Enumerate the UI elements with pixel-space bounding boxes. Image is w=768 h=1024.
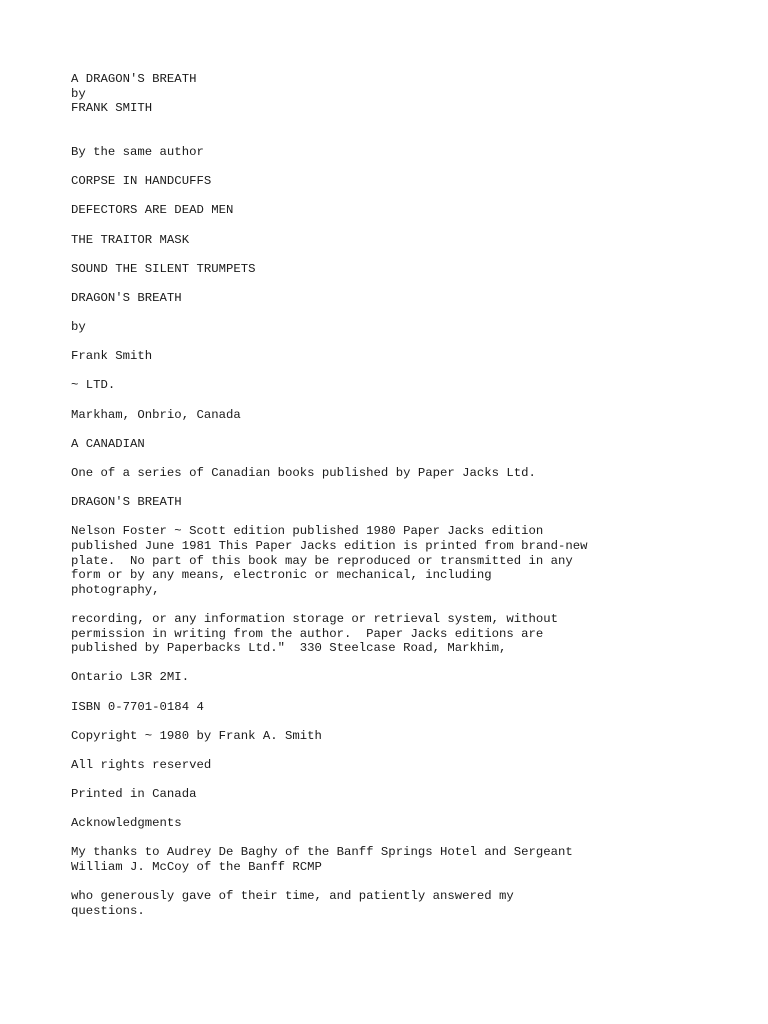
copyright-notice: Copyright ~ 1980 by Frank A. Smith bbox=[71, 728, 322, 743]
book-list-item: DEFECTORS ARE DEAD MEN bbox=[71, 203, 234, 218]
edition-text-line: published June 1981 This Paper Jacks edition is printed from brand-new bbox=[71, 539, 588, 553]
book-list-item: CORPSE IN HANDCUFFS bbox=[71, 174, 212, 189]
printed-in: Printed in Canada bbox=[71, 787, 197, 802]
copyright-page-title: DRAGON'S BREATH bbox=[71, 495, 182, 510]
rights-text-line: permission in writing from the author. Paper Jacks editions are bbox=[71, 626, 544, 641]
series-note: One of a series of Canadian books published by Paper Jacks Ltd. bbox=[71, 466, 536, 481]
edition-text-line: plate. No part of this book may be reproduced or transmitted in any bbox=[71, 553, 573, 568]
edition-text-line: Nelson Foster ~ Scott edition published 1980 Paper Jacks edition bbox=[71, 524, 544, 539]
edition-text-line: photography, bbox=[71, 582, 160, 597]
isbn: ISBN 0-7701-0184 4 bbox=[71, 699, 204, 714]
acknowledgments-heading: Acknowledgments bbox=[71, 816, 182, 831]
rights-text-line: published by Paperbacks Ltd." 330 Steelcase Road, Markhim, bbox=[71, 641, 507, 656]
series-label: A CANADIAN bbox=[71, 436, 145, 451]
title-page-by: by bbox=[71, 320, 86, 335]
rights-text-line: recording, or any information storage or retrieval system, without bbox=[71, 611, 559, 626]
same-author-heading: By the same author bbox=[71, 144, 204, 159]
publisher-name: ~ LTD. bbox=[71, 378, 116, 393]
publisher-place: Markham, Onbrio, Canada bbox=[71, 407, 241, 422]
title-page-title: DRAGON'S BREATH bbox=[71, 290, 182, 305]
acknowledgments-text-line: William J. McCoy of the Banff RCMP bbox=[71, 860, 322, 875]
book-title: A DRAGON'S BREATH bbox=[71, 72, 197, 86]
book-list-item: THE TRAITOR MASK bbox=[71, 232, 190, 247]
edition-text-line: form or by any means, electronic or mechanical, including bbox=[71, 568, 492, 583]
acknowledgments-text-line: questions. bbox=[71, 903, 145, 918]
rights-reserved: All rights reserved bbox=[71, 757, 212, 772]
acknowledgments-text-line: who generously gave of their time, and patiently answered my bbox=[71, 889, 514, 904]
title-page-author: Frank Smith bbox=[71, 349, 153, 364]
acknowledgments-text-line: My thanks to Audrey De Baghy of the Banff Springs Hotel and Sergeant bbox=[71, 845, 573, 860]
book-list-item: SOUND THE SILENT TRUMPETS bbox=[71, 261, 256, 276]
title-author: FRANK SMITH bbox=[71, 101, 153, 116]
publisher-address: Ontario L3R 2MI. bbox=[71, 670, 190, 685]
document-page bbox=[71, 72, 711, 918]
title-by: by bbox=[71, 86, 86, 101]
